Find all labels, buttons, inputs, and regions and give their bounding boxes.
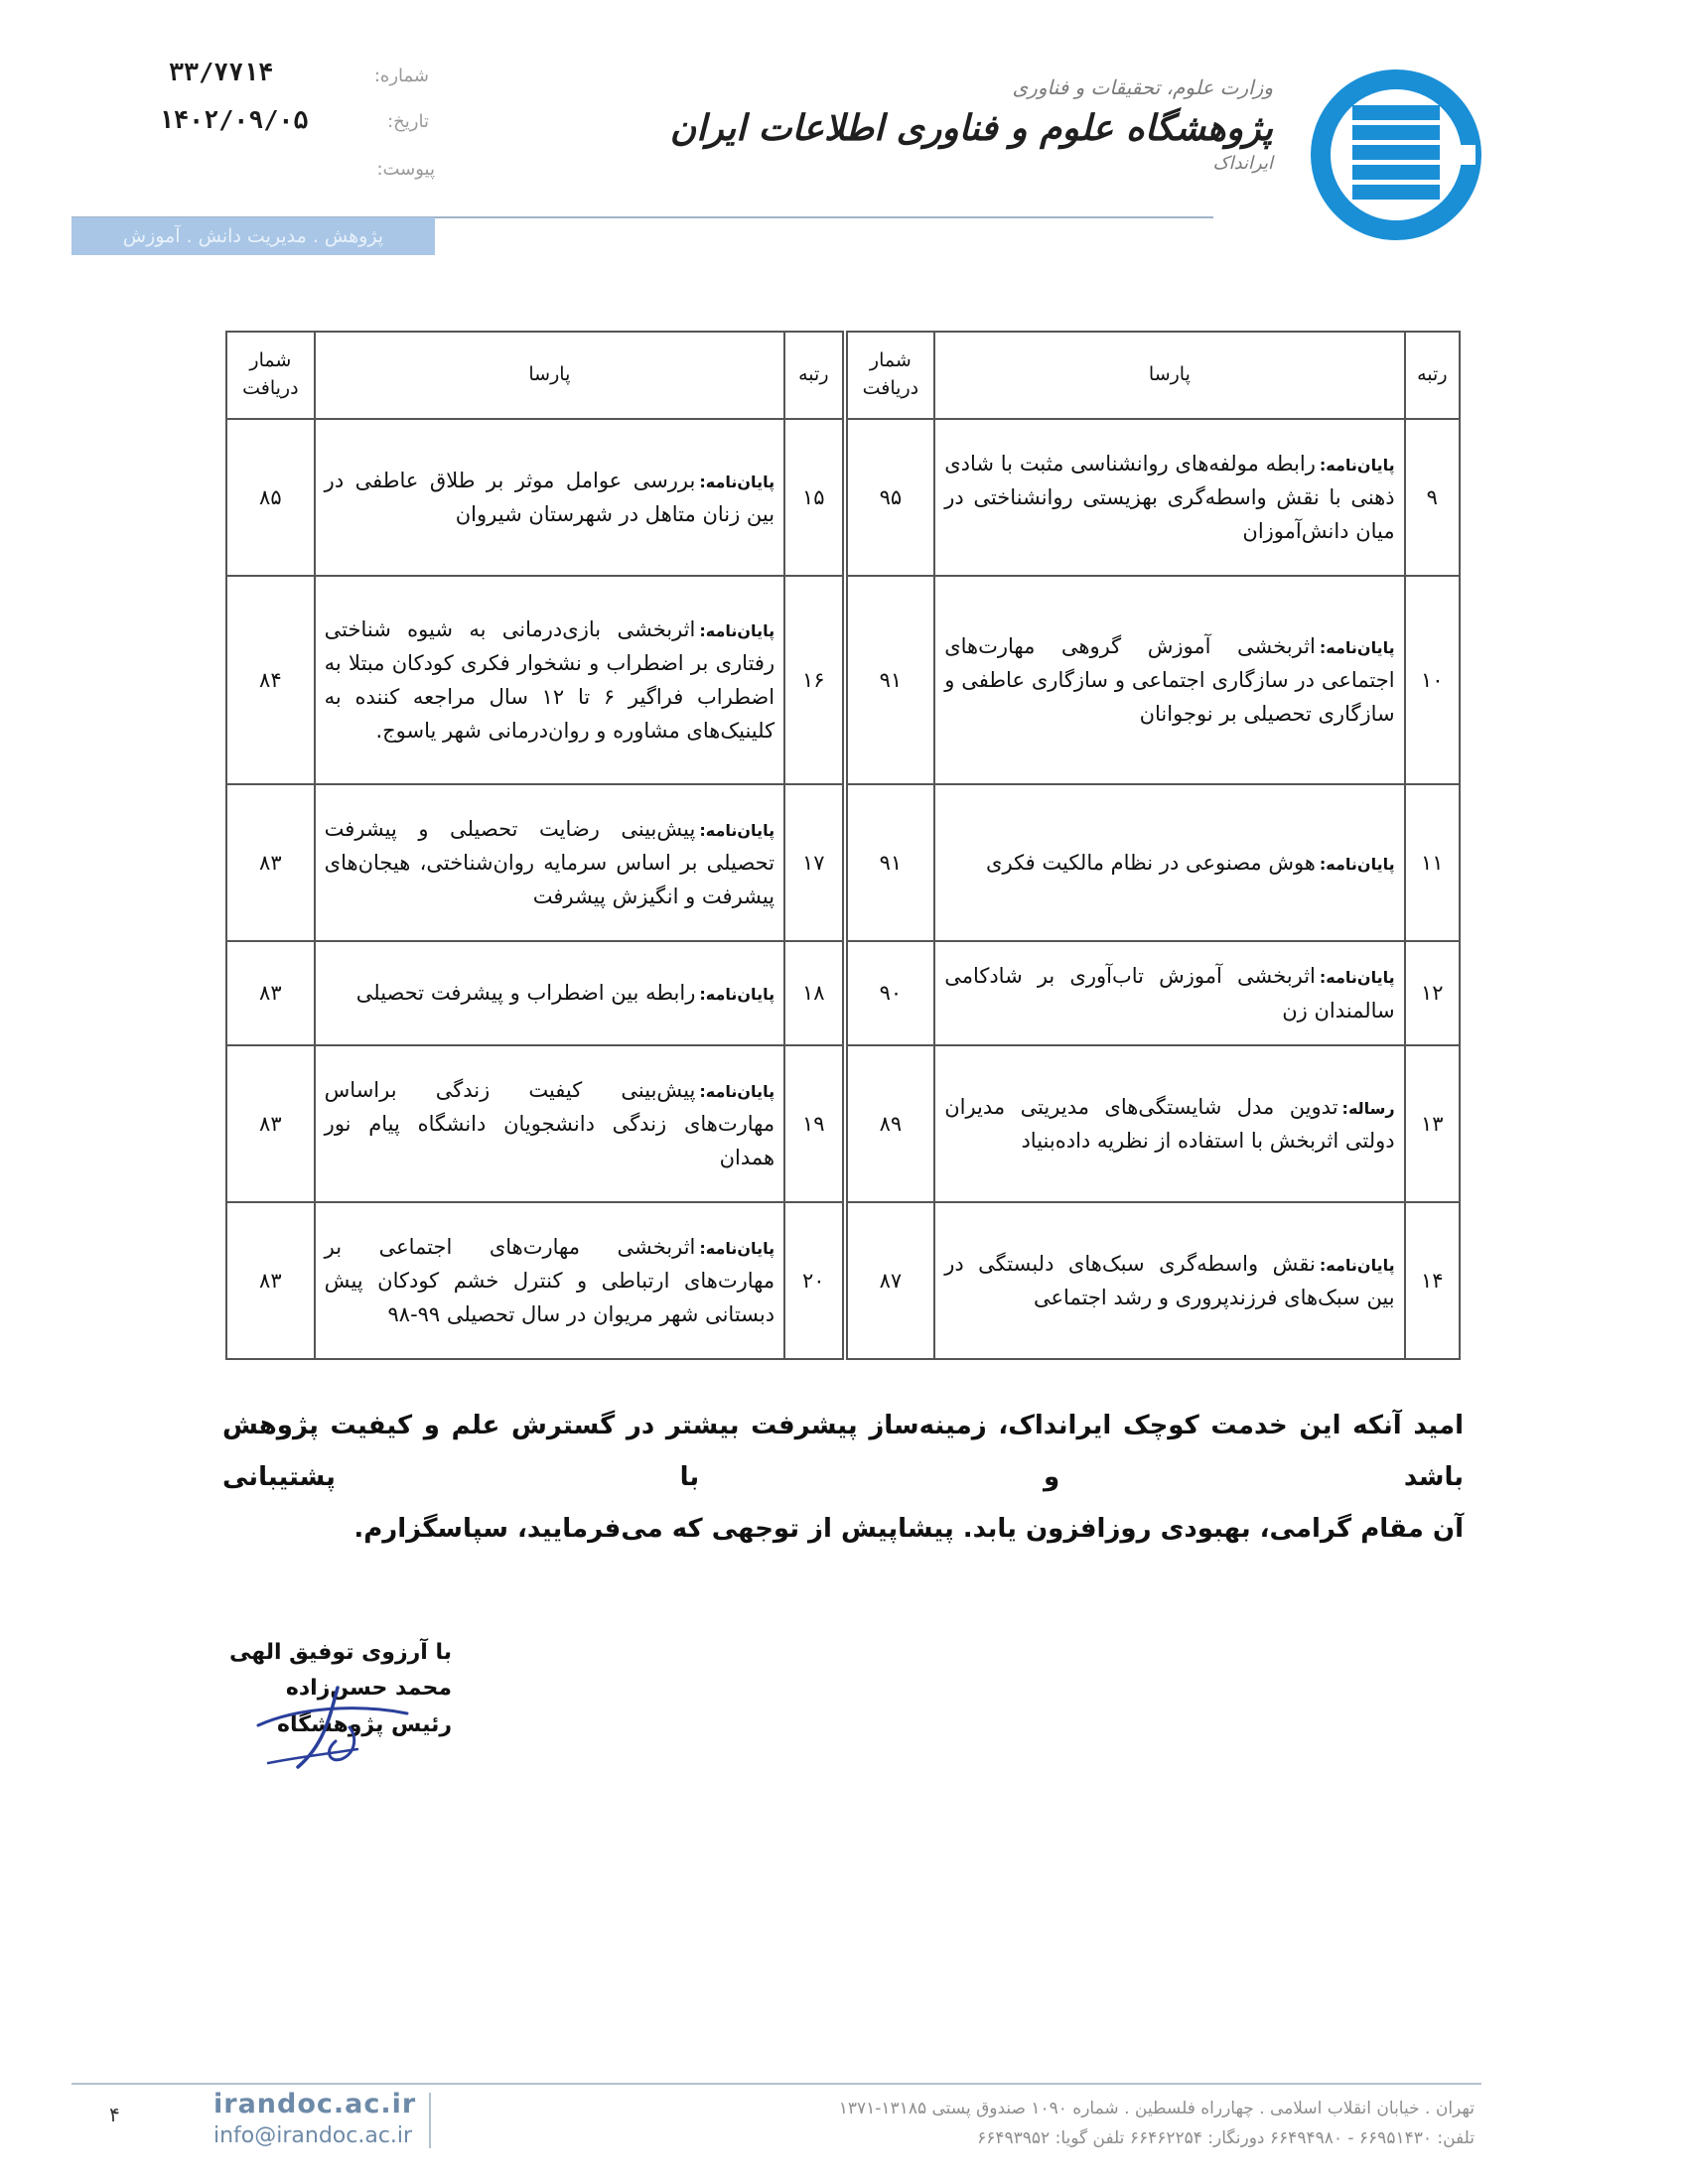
rank-cell: ۲۰ bbox=[784, 1202, 844, 1359]
document-kind: پایان‌نامه: bbox=[699, 472, 775, 491]
header-count: شمار دریافت bbox=[226, 332, 315, 419]
thesis-title: اثربخشی مهارت‌های اجتماعی بر مهارت‌های ارتباطی و کنترل خشم کودکان پیش دبستانی شهر مریوان در سال تحصیلی ۹۹-۹۸ bbox=[324, 1234, 775, 1326]
count-cell: ۸۹ bbox=[845, 1045, 935, 1202]
title-cell bbox=[934, 576, 1404, 784]
thesis-title: تدوین مدل شایستگی‌های مدیریتی مدیران دولتی اثربخش با استفاده از نظریه داده‌بنیاد bbox=[944, 1094, 1395, 1153]
signature-greeting: با آرزوی توفیق الهی bbox=[228, 1640, 452, 1665]
document-kind: پایان‌نامه: bbox=[699, 1238, 775, 1258]
phone-line: تلفن: ۶۶۹۵۱۴۳۰ - ۶۶۴۹۴۹۸۰ دورنگار: ۶۶۴۶۲۲۵۴ تلفن گویا: ۶۶۴۹۳۹۵۲ bbox=[977, 2127, 1475, 2148]
thesis-title: اثربخشی آموزش گروهی مهارت‌های اجتماعی در سازگاری اجتماعی و سازگاری عاطفی و سازگاری تحصیلی بر نوجوانان bbox=[944, 633, 1395, 726]
closing-line: آن مقام گرامی، بهبودی روزافزون یابد. پیشاپیش از توجهی که می‌فرمایید، سپاسگزارم. bbox=[353, 1514, 1464, 1544]
title-cell bbox=[315, 941, 784, 1045]
table-header-row bbox=[226, 332, 1460, 419]
title-cell bbox=[934, 419, 1404, 576]
footer-vertical-divider bbox=[429, 2093, 431, 2148]
postal-address bbox=[839, 2095, 1475, 2154]
document-kind: رساله: bbox=[1341, 1098, 1395, 1118]
count-cell: ۸۳ bbox=[226, 1045, 315, 1202]
document-kind: پایان‌نامه: bbox=[699, 820, 775, 840]
institute-header bbox=[670, 75, 1273, 174]
title-cell bbox=[315, 419, 784, 576]
irandoc-logo-icon bbox=[1309, 68, 1483, 242]
top-theses-table bbox=[225, 331, 1461, 1360]
thesis-title: بررسی عوامل موثر بر طلاق عاطفی در بین زنان متاهل در شهرستان شیروان bbox=[324, 468, 775, 526]
signer-role: رئیس پژوهشگاه bbox=[277, 1711, 452, 1737]
count-cell: ۸۳ bbox=[226, 941, 315, 1045]
title-cell bbox=[934, 941, 1404, 1045]
rank-cell: ۱۳ bbox=[1405, 1045, 1460, 1202]
header-rank: رتبه bbox=[784, 332, 844, 419]
header-count: شمار دریافت bbox=[845, 332, 935, 419]
thesis-title: رابطه مولفه‌های روانشناسی مثبت با شادی ذهنی با نقش واسطه‌گری بهزیستی روانشناختی در میان دانش‌آموزان bbox=[944, 451, 1395, 543]
rank-cell: ۱۴ bbox=[1405, 1202, 1460, 1359]
title-cell bbox=[315, 784, 784, 941]
title-cell bbox=[934, 1045, 1404, 1202]
count-cell: ۸۳ bbox=[226, 1202, 315, 1359]
table-row bbox=[226, 419, 1460, 576]
rank-cell: ۱۶ bbox=[784, 576, 844, 784]
letter-date: ۱۴۰۲/۰۹/۰۵ bbox=[159, 105, 309, 134]
title-cell bbox=[315, 1202, 784, 1359]
rank-cell: ۱۰ bbox=[1405, 576, 1460, 784]
rank-cell: ۹ bbox=[1405, 419, 1460, 576]
document-kind: پایان‌نامه: bbox=[1319, 1255, 1395, 1275]
count-cell: ۸۷ bbox=[845, 1202, 935, 1359]
document-kind: پایان‌نامه: bbox=[699, 1081, 775, 1101]
count-cell: ۸۳ bbox=[226, 784, 315, 941]
document-kind: پایان‌نامه: bbox=[1319, 455, 1395, 475]
table-row bbox=[226, 941, 1460, 1045]
rank-cell: ۱۹ bbox=[784, 1045, 844, 1202]
ministry-name: وزارت علوم، تحقیقات و فناوری bbox=[1012, 75, 1273, 99]
table-row bbox=[226, 1045, 1460, 1202]
thesis-title: رابطه بین اضطراب و پیشرفت تحصیلی bbox=[355, 981, 696, 1006]
thesis-title: پیش‌بینی کیفیت زندگی براساس مهارت‌های زندگی دانشجویان دانشگاه پیام نور همدان bbox=[324, 1077, 775, 1169]
thesis-title: اثربخشی آموزش تاب‌آوری بر شادکامی سالمندان زن bbox=[944, 964, 1395, 1023]
header-title: پارسا bbox=[934, 332, 1404, 419]
closing-paragraph bbox=[222, 1400, 1464, 1555]
header-slogan-band: پژوهش . مدیریت دانش . آموزش bbox=[71, 217, 435, 255]
count-cell: ۹۰ bbox=[845, 941, 935, 1045]
header-rank: رتبه bbox=[1405, 332, 1460, 419]
rank-cell: ۱۱ bbox=[1405, 784, 1460, 941]
rank-cell: ۱۲ bbox=[1405, 941, 1460, 1045]
signer-name: محمد حسن‌زاده bbox=[285, 1676, 452, 1702]
email-link[interactable]: info@irandoc.ac.ir bbox=[213, 2123, 413, 2148]
handwritten-signature-icon bbox=[238, 1668, 427, 1777]
thesis-title: اثربخشی بازی‌درمانی به شیوه شناختی رفتاری بر اضطراب و نشخوار فکری کودکان مبتلا به اضطراب فراگیر ۶ تا ۱۲ سال مراجعه کننده به کلینیک‌های مشاوره و روان‌درمانی شهر یاسوج. bbox=[324, 616, 775, 744]
address-line: تهران . خیابان انقلاب اسلامی . چهارراه فلسطین . شماره ۱۰۹۰ صندوق پستی ۱۳۱۸۵-۱۳۷۱ bbox=[838, 2099, 1475, 2118]
table-row bbox=[226, 1202, 1460, 1359]
institute-name: پژوهشگاه علوم و فناوری اطلاعات ایران bbox=[669, 107, 1273, 149]
count-cell: ۹۵ bbox=[845, 419, 935, 576]
table-row bbox=[226, 576, 1460, 784]
header-title: پارسا bbox=[315, 332, 784, 419]
title-cell bbox=[315, 1045, 784, 1202]
document-kind: پایان‌نامه: bbox=[1319, 968, 1395, 988]
rank-cell: ۱۵ bbox=[784, 419, 844, 576]
closing-line: امید آنکه این خدمت کوچک ایرانداک، زمینه‌ساز پیشرفت بیشتر در گسترش علم و کیفیت پژوهش باشد و با پشتیبانی bbox=[222, 1411, 1464, 1492]
count-cell: ۹۱ bbox=[845, 576, 935, 784]
document-kind: پایان‌نامه: bbox=[699, 985, 775, 1005]
page-number: ۴ bbox=[109, 2103, 120, 2126]
thesis-title: پیش‌بینی رضایت تحصیلی و پیشرفت تحصیلی بر اساس سرمایه روان‌شناختی، هیجان‌های پیشرفت و انگیزش پیشرفت bbox=[324, 816, 775, 908]
rank-cell: ۱۸ bbox=[784, 941, 844, 1045]
website-link[interactable]: irandoc.ac.ir bbox=[213, 2089, 417, 2119]
letter-number-label: شماره: bbox=[373, 66, 429, 86]
count-cell: ۸۵ bbox=[226, 419, 315, 576]
title-cell bbox=[934, 784, 1404, 941]
rank-cell: ۱۷ bbox=[784, 784, 844, 941]
thesis-title: هوش مصنوعی در نظام مالکیت فکری bbox=[986, 850, 1316, 875]
count-cell: ۹۱ bbox=[845, 784, 935, 941]
title-cell bbox=[934, 1202, 1404, 1359]
document-kind: پایان‌نامه: bbox=[1319, 637, 1395, 657]
count-cell: ۸۴ bbox=[226, 576, 315, 784]
letter-date-label: تاریخ: bbox=[387, 111, 429, 132]
attachment-label: پیوست: bbox=[376, 159, 435, 180]
thesis-title: نقش واسطه‌گری سبک‌های دلبستگی در بین سبک‌های فرزندپروری و رشد اجتماعی bbox=[944, 1251, 1395, 1309]
table-row bbox=[226, 784, 1460, 941]
document-kind: پایان‌نامه: bbox=[1319, 854, 1395, 874]
institute-short-name: ایرانداک bbox=[1212, 153, 1273, 174]
document-kind: پایان‌نامه: bbox=[699, 620, 775, 640]
letter-number: ۳۳/۷۷۱۴ bbox=[169, 58, 274, 86]
footer-divider bbox=[71, 2083, 1481, 2085]
title-cell bbox=[315, 576, 784, 784]
